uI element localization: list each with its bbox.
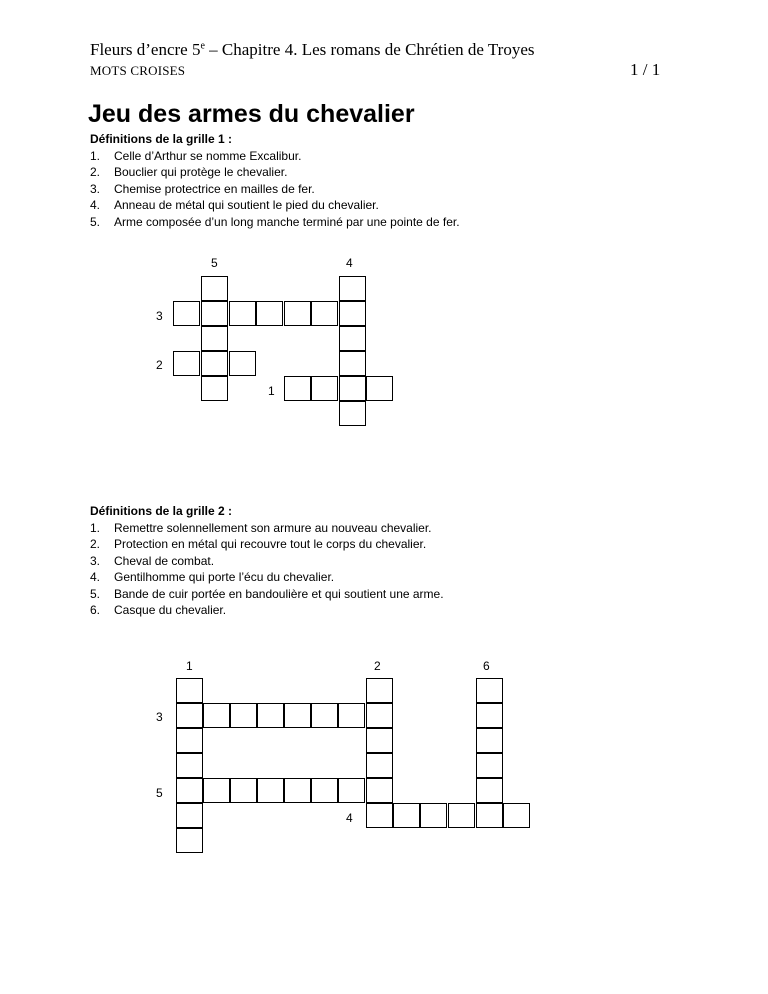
crossword-cell[interactable] (203, 703, 230, 728)
crossword-cell[interactable] (176, 703, 203, 728)
clue-number: 3 (156, 309, 163, 323)
crossword-cell[interactable] (339, 401, 366, 426)
crossword-cell[interactable] (393, 803, 420, 828)
grid2-heading: Définitions de la grille 2 : (90, 504, 233, 518)
crossword-cell[interactable] (284, 778, 311, 803)
crossword-cell[interactable] (366, 678, 393, 703)
crossword-cell[interactable] (476, 728, 503, 753)
crossword-cell[interactable] (284, 703, 311, 728)
crossword-cell[interactable] (203, 778, 230, 803)
crossword-cell[interactable] (284, 376, 311, 401)
crossword-cell[interactable] (448, 803, 475, 828)
crossword-cell[interactable] (201, 301, 228, 326)
clue-number: 2 (156, 358, 163, 372)
clue-number: 4 (346, 256, 353, 270)
crossword-cell[interactable] (366, 703, 393, 728)
crossword-cell[interactable] (503, 803, 530, 828)
crossword-cell[interactable] (311, 778, 338, 803)
clue-number: 1 (268, 384, 275, 398)
crossword-cell[interactable] (176, 753, 203, 778)
crossword-cell[interactable] (256, 301, 283, 326)
definition-item: 1. Remettre solennellement son armure au nouveau chevalier. (90, 520, 432, 535)
clue-number: 6 (483, 659, 490, 673)
crossword-cell[interactable] (257, 703, 284, 728)
definition-item: 2. Protection en métal qui recouvre tout le corps du chevalier. (90, 537, 427, 551)
crossword-cell[interactable] (366, 778, 393, 803)
crossword-cell[interactable] (229, 351, 256, 376)
crossword-cell[interactable] (366, 753, 393, 778)
crossword-cell[interactable] (176, 728, 203, 753)
crossword-cell[interactable] (476, 778, 503, 803)
page-title: Jeu des armes du chevalier (88, 100, 415, 128)
crossword-cell[interactable] (311, 301, 338, 326)
grid2-definitions (90, 503, 444, 619)
crossword-cell[interactable] (366, 728, 393, 753)
crossword-cell[interactable] (201, 376, 228, 401)
crossword-cell[interactable] (257, 778, 284, 803)
crossword-cell[interactable] (339, 351, 366, 376)
page-number: 1 / 1 (630, 60, 661, 79)
clue-number: 1 (186, 659, 193, 673)
grid1-heading: Définitions de la grille 1 : (90, 132, 233, 146)
clue-number: 2 (374, 659, 381, 673)
clue-number: 5 (211, 256, 218, 270)
crossword-cell[interactable] (176, 803, 203, 828)
crossword-cell[interactable] (173, 301, 200, 326)
document-header-subtitle: MOTS CROISES (90, 63, 186, 78)
crossword-cell[interactable] (476, 703, 503, 728)
crossword-cell[interactable] (230, 703, 257, 728)
crossword-cell[interactable] (176, 778, 203, 803)
crossword-cell[interactable] (339, 301, 366, 326)
definition-item: 2. Bouclier qui protège le chevalier. (90, 165, 288, 179)
crossword-cell[interactable] (201, 351, 228, 376)
definition-item: 3. Chemise protectrice en mailles de fer. (90, 181, 315, 196)
crossword-cell[interactable] (338, 703, 365, 728)
crossword-cell[interactable] (366, 376, 393, 401)
crossword-cell[interactable] (476, 753, 503, 778)
crossword-cell[interactable] (339, 326, 366, 351)
document-header-title: Fleurs d’encre 5e – Chapitre 4. Les romans de Chrétien de Troyes (90, 40, 535, 59)
crossword-cell[interactable] (476, 678, 503, 703)
clue-number: 3 (156, 710, 163, 724)
crossword-cell[interactable] (173, 351, 200, 376)
definition-item: 4. Gentilhomme qui porte l’écu du chevalier. (90, 570, 335, 584)
crossword-cell[interactable] (176, 678, 203, 703)
grid1-definitions (90, 131, 460, 230)
crossword-cell[interactable] (201, 276, 228, 301)
crossword-cell[interactable] (339, 376, 366, 401)
clue-number: 4 (346, 811, 353, 825)
crossword-cell[interactable] (311, 376, 338, 401)
crossword-cell[interactable] (338, 778, 365, 803)
definition-item: 1. Celle d’Arthur se nomme Excalibur. (90, 148, 302, 163)
clue-number: 5 (156, 786, 163, 800)
crossword-cell[interactable] (311, 703, 338, 728)
definition-item: 6. Casque du chevalier. (90, 603, 227, 617)
crossword-cell[interactable] (201, 326, 228, 351)
crossword-cell[interactable] (339, 276, 366, 301)
definition-item: 4. Anneau de métal qui soutient le pied du chevalier. (90, 198, 379, 212)
crossword-cell[interactable] (284, 301, 311, 326)
crossword-cell[interactable] (420, 803, 447, 828)
crossword-cell[interactable] (476, 803, 503, 828)
crossword-cell[interactable] (229, 301, 256, 326)
definition-item: 3. Cheval de combat. (90, 553, 215, 568)
definition-item: 5. Bande de cuir portée en bandoulière et qui soutient une arme. (90, 586, 444, 601)
crossword-cell[interactable] (366, 803, 393, 828)
crossword-cell[interactable] (176, 828, 203, 853)
crossword-cell[interactable] (230, 778, 257, 803)
definition-item: 5. Arme composée d’un long manche terminé par une pointe de fer. (90, 214, 460, 229)
